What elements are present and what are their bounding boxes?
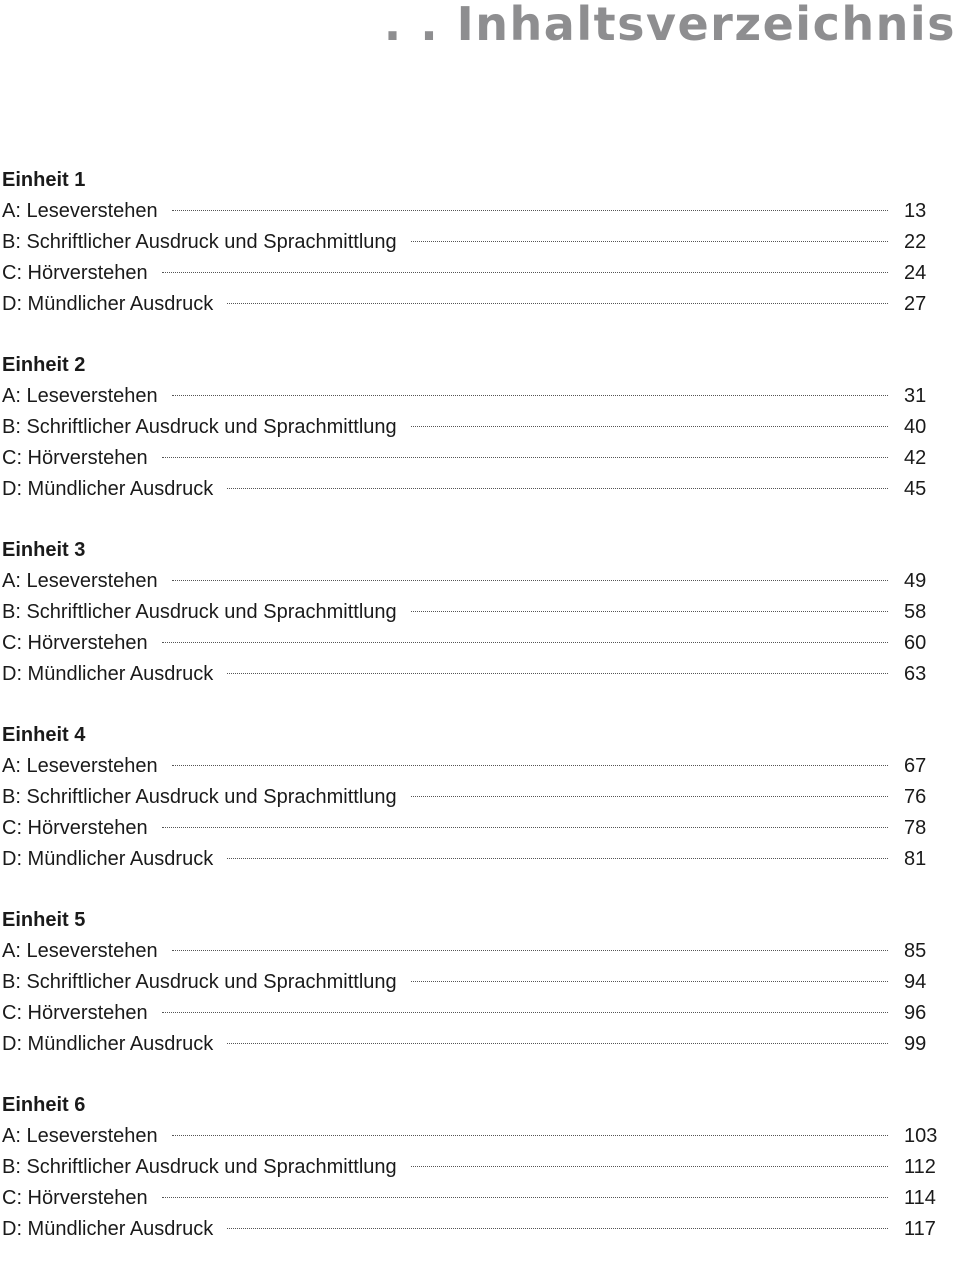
dot-leader (227, 1228, 888, 1229)
toc-entry-page: 114 (904, 1187, 936, 1209)
toc-entry[interactable] (2, 1029, 942, 1060)
toc-entry[interactable] (2, 782, 942, 813)
toc-entry[interactable] (2, 227, 942, 258)
toc-entry-label: C: Hörverstehen (2, 1187, 148, 1209)
dot-leader (411, 426, 888, 427)
dot-leader (172, 395, 888, 396)
toc-entry-label: B: Schriftlicher Ausdruck und Sprachmittlung (2, 416, 397, 438)
toc-entry-label: D: Mündlicher Ausdruck (2, 293, 214, 315)
toc-entry[interactable] (2, 381, 942, 412)
dot-leader (162, 1197, 888, 1198)
toc-entry-page: 58 (904, 601, 927, 623)
dot-leader (172, 1135, 888, 1136)
dot-leader (162, 1012, 888, 1013)
toc-entry[interactable] (2, 289, 942, 320)
toc-entry[interactable] (2, 258, 942, 289)
toc-entry-page: 96 (904, 1002, 927, 1024)
toc-entry[interactable] (2, 1214, 942, 1245)
toc-entry-label: A: Leseverstehen (2, 755, 158, 777)
toc-entry-label: C: Hörverstehen (2, 447, 148, 469)
toc-entry-page: 24 (904, 262, 927, 284)
dot-leader (172, 765, 888, 766)
toc-entry[interactable] (2, 628, 942, 659)
toc-entry[interactable] (2, 998, 942, 1029)
toc-entry-label: B: Schriftlicher Ausdruck und Sprachmittlung (2, 601, 397, 623)
toc-entry[interactable] (2, 1152, 942, 1183)
toc-entry-label: D: Mündlicher Ausdruck (2, 848, 214, 870)
toc-entry-page: 40 (904, 416, 927, 438)
toc-entry-page: 22 (904, 231, 927, 253)
dot-leader (411, 981, 888, 982)
table-of-contents (2, 165, 942, 1275)
unit-heading: Einheit 3 (2, 539, 86, 561)
toc-entry-page: 81 (904, 848, 927, 870)
toc-entry-label: C: Hörverstehen (2, 262, 148, 284)
unit-heading: Einheit 6 (2, 1094, 86, 1116)
unit-section (2, 165, 942, 320)
unit-section (2, 535, 942, 690)
toc-entry-label: A: Leseverstehen (2, 385, 158, 407)
toc-entry-page: 63 (904, 663, 927, 685)
dot-leader (227, 673, 888, 674)
toc-entry-label: C: Hörverstehen (2, 632, 148, 654)
toc-entry-page: 49 (904, 570, 927, 592)
toc-entry-label: B: Schriftlicher Ausdruck und Sprachmittlung (2, 786, 397, 808)
toc-entry-label: A: Leseverstehen (2, 940, 158, 962)
toc-entry[interactable] (2, 566, 942, 597)
dot-leader (162, 272, 888, 273)
dot-leader (411, 1166, 888, 1167)
unit-section (2, 350, 942, 505)
toc-entry[interactable] (2, 659, 942, 690)
toc-entry[interactable] (2, 844, 942, 875)
toc-entry-page: 13 (904, 200, 927, 222)
unit-heading: Einheit 5 (2, 909, 86, 931)
toc-entry-label: D: Mündlicher Ausdruck (2, 1218, 214, 1240)
toc-entry-label: A: Leseverstehen (2, 1125, 158, 1147)
toc-entry-label: B: Schriftlicher Ausdruck und Sprachmittlung (2, 971, 397, 993)
dot-leader (162, 457, 888, 458)
toc-entry-page: 112 (904, 1156, 936, 1178)
toc-entry-page: 94 (904, 971, 927, 993)
toc-entry-page: 103 (904, 1125, 938, 1147)
toc-entry-label: D: Mündlicher Ausdruck (2, 663, 214, 685)
dot-leader (227, 858, 888, 859)
toc-entry-page: 67 (904, 755, 927, 777)
toc-entry[interactable] (2, 196, 942, 227)
page-title: . . Inhaltsverzeichnis (383, 0, 956, 51)
dot-leader (162, 827, 888, 828)
toc-entry[interactable] (2, 1121, 942, 1152)
toc-entry-label: C: Hörverstehen (2, 817, 148, 839)
dot-leader (162, 642, 888, 643)
unit-heading: Einheit 1 (2, 169, 86, 191)
toc-entry-page: 99 (904, 1033, 927, 1055)
toc-entry[interactable] (2, 474, 942, 505)
toc-entry[interactable] (2, 597, 942, 628)
toc-entry-page: 117 (904, 1218, 936, 1240)
toc-entry-page: 60 (904, 632, 927, 654)
dot-leader (227, 303, 888, 304)
toc-entry-label: D: Mündlicher Ausdruck (2, 1033, 214, 1055)
unit-section (2, 1090, 942, 1245)
dot-leader (411, 241, 888, 242)
toc-entry-label: B: Schriftlicher Ausdruck und Sprachmittlung (2, 1156, 397, 1178)
toc-entry[interactable] (2, 813, 942, 844)
toc-entry[interactable] (2, 1183, 942, 1214)
toc-entry-page: 27 (904, 293, 927, 315)
dot-leader (411, 611, 888, 612)
toc-entry-label: D: Mündlicher Ausdruck (2, 478, 214, 500)
toc-entry-page: 45 (904, 478, 927, 500)
toc-entry-label: B: Schriftlicher Ausdruck und Sprachmittlung (2, 231, 397, 253)
toc-entry-page: 31 (904, 385, 927, 407)
dot-leader (411, 796, 888, 797)
toc-entry-page: 78 (904, 817, 927, 839)
toc-entry[interactable] (2, 751, 942, 782)
unit-heading: Einheit 4 (2, 724, 86, 746)
toc-entry-page: 76 (904, 786, 927, 808)
toc-entry-label: A: Leseverstehen (2, 570, 158, 592)
toc-entry-page: 85 (904, 940, 927, 962)
toc-entry-label: C: Hörverstehen (2, 1002, 148, 1024)
unit-section (2, 720, 942, 875)
toc-entry[interactable] (2, 936, 942, 967)
dot-leader (227, 488, 888, 489)
toc-entry-label: A: Leseverstehen (2, 200, 158, 222)
toc-entry[interactable] (2, 412, 942, 443)
dot-leader (172, 580, 888, 581)
toc-entry[interactable] (2, 967, 942, 998)
dot-leader (172, 950, 888, 951)
dot-leader (227, 1043, 888, 1044)
toc-entry-page: 42 (904, 447, 927, 469)
toc-entry[interactable] (2, 443, 942, 474)
dot-leader (172, 210, 888, 211)
unit-section (2, 905, 942, 1060)
unit-heading: Einheit 2 (2, 354, 86, 376)
